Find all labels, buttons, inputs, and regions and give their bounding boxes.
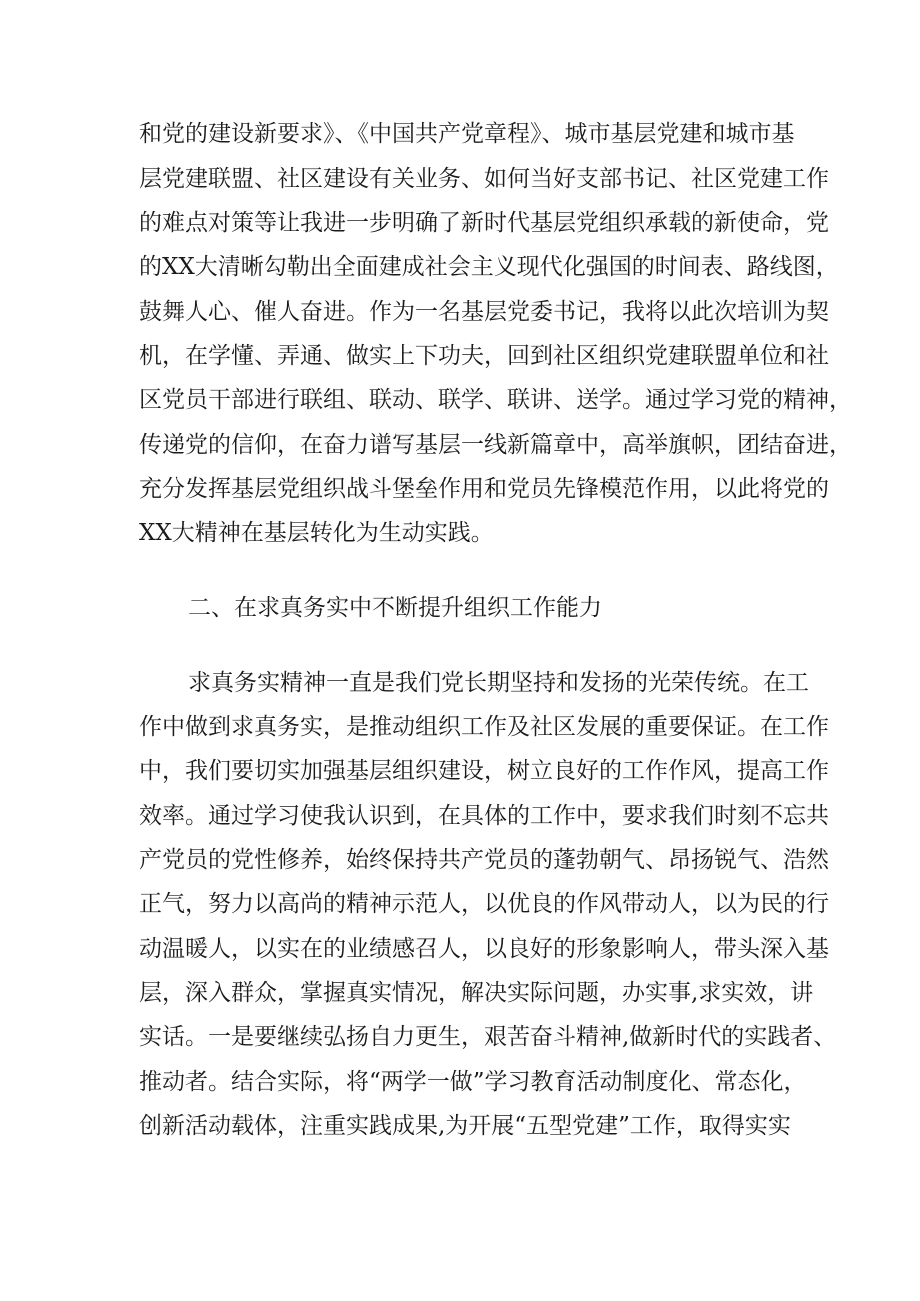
- paragraph-line: 推动者。结合实际，将“两学一做”学习教育活动制度化、常态化，: [139, 1069, 807, 1095]
- paragraph-line: 鼓舞人心、催人奋进。作为一名基层党委书记，我将以此次培训为契: [139, 299, 829, 325]
- paragraph-line: 充分发挥基层党组织战斗堡垒作用和党员先锋模范作用，以此将党的: [139, 476, 829, 502]
- paragraph-line: 传递党的信仰，在奋力谱写基层一线新篇章中，高举旗帜，团结奋进，: [139, 432, 852, 458]
- section-heading: 二、在求真务实中不断提升组织工作能力: [188, 595, 602, 621]
- paragraph-line: 的难点对策等让我进一步明确了新时代基层党组织承载的新使命，党: [139, 210, 829, 236]
- paragraph-line: XX大精神在基层转化为生动实践。: [139, 520, 494, 546]
- paragraph-line: 区党员干部进行联组、联动、联学、联讲、送学。通过学习党的精神，: [139, 387, 852, 413]
- paragraph-line: 动温暖人，以实在的业绩感召人，以良好的形象影响人，带头深入基: [139, 936, 829, 962]
- paragraph-line: 产党员的党性修养，始终保持共产党员的蓬勃朝气、昂扬锐气、浩然: [139, 847, 829, 873]
- paragraph-line: 实话。一是要继续弘扬自力更生，艰苦奋斗精神,做新时代的实践者、: [139, 1024, 837, 1050]
- paragraph-line: 求真务实精神一直是我们党长期坚持和发扬的光荣传统。在工: [188, 670, 809, 696]
- paragraph-line: 中，我们要切实加强基层组织建设，树立良好的工作作风，提高工作: [139, 758, 829, 784]
- paragraph-line: 作中做到求真务实，是推动组织工作及社区发展的重要保证。在工作: [139, 714, 829, 740]
- paragraph-line: 创新活动载体，注重实践成果,为开展“五型党建”工作，取得实实: [139, 1113, 791, 1139]
- paragraph-line: 的XX大清晰勾勒出全面建成社会主义现代化强国的时间表、路线图，: [139, 254, 839, 280]
- paragraph-line: 效率。通过学习使我认识到，在具体的工作中，要求我们时刻不忘共: [139, 803, 829, 829]
- paragraph-line: 机，在学懂、弄通、做实上下功夫，回到社区组织党建联盟单位和社: [139, 343, 829, 369]
- paragraph-line: 层，深入群众，掌握真实情况，解决实际问题，办实事,求实效，讲: [139, 980, 814, 1006]
- paragraph-line: 正气，努力以高尚的精神示范人，以优良的作风带动人，以为民的行: [139, 891, 829, 917]
- paragraph-line: 和党的建设新要求》、《中国共产党章程》、城市基层党建和城市基: [139, 121, 795, 147]
- paragraph-line: 层党建联盟、社区建设有关业务、如何当好支部书记、社区党建工作: [139, 166, 829, 192]
